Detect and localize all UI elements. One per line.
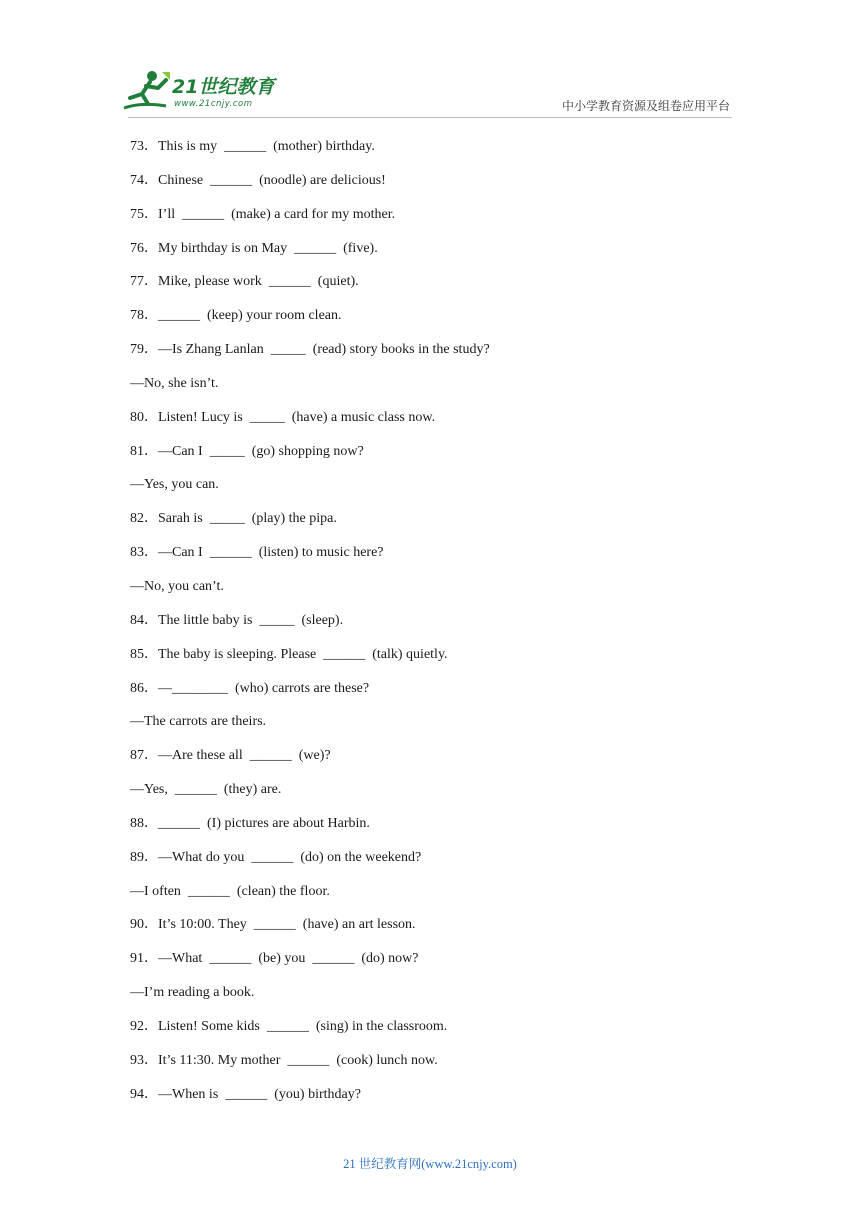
exercise-line: 94．—When is ______ (you) birthday? xyxy=(130,1086,361,1102)
exercise-line: 77．Mike, please work ______ (quiet). xyxy=(130,274,359,290)
exercise-line: 81．—Can I _____ (go) shopping now? xyxy=(130,443,364,459)
exercise-line: 86．—________ (who) carrots are these? xyxy=(130,680,370,696)
exercise-line: 87．—Are these all ______ (we)? xyxy=(130,748,331,764)
exercise-line: 83．—Can I ______ (listen) to music here? xyxy=(130,545,384,561)
exercise-line: —The carrots are theirs. xyxy=(130,714,267,730)
exercise-line: 78．______ (keep) your room clean. xyxy=(130,308,342,324)
page-header xyxy=(0,0,860,125)
exercise-list xyxy=(130,137,750,1118)
exercise-line: 93．It’s 11:30. My mother ______ (cook) lunch now. xyxy=(130,1052,438,1068)
exercise-line: 85．The baby is sleeping. Please ______ (talk) quietly. xyxy=(130,646,448,662)
exercise-line: —No, she isn’t. xyxy=(130,375,219,391)
runner-logo-icon xyxy=(122,68,172,116)
exercise-line: 80．Listen! Lucy is _____ (have) a music class now. xyxy=(130,409,436,425)
exercise-line: 90．It’s 10:00. They ______ (have) an art lesson. xyxy=(130,917,416,933)
footer-link[interactable]: 21 世纪教育网(www.21cnjy.com) xyxy=(343,1157,517,1171)
exercise-line: —Yes, ______ (they) are. xyxy=(130,782,282,798)
exercise-line: 75．I’ll ______ (make) a card for my mother. xyxy=(130,206,396,222)
exercise-line: 79．—Is Zhang Lanlan _____ (read) story books in the study? xyxy=(130,342,490,358)
logo-text: 21世纪教育 xyxy=(172,76,275,98)
exercise-line: 91．—What ______ (be) you ______ (do) now? xyxy=(130,951,419,967)
exercise-line: —I’m reading a book. xyxy=(130,985,255,1001)
exercise-line: 73．This is my ______ (mother) birthday. xyxy=(130,139,375,154)
logo xyxy=(122,68,292,116)
header-divider xyxy=(128,117,732,118)
exercise-line: —I often ______ (clean) the floor. xyxy=(130,883,330,899)
exercise-line: 84．The little baby is _____ (sleep). xyxy=(130,612,344,628)
exercise-line: 88．______ (I) pictures are about Harbin. xyxy=(130,815,370,831)
exercise-line: —Yes, you can. xyxy=(130,477,219,493)
exercise-line: 92．Listen! Some kids ______ (sing) in the classroom. xyxy=(130,1018,448,1034)
exercise-line: 82．Sarah is _____ (play) the pipa. xyxy=(130,511,337,527)
exercise-line: 74．Chinese ______ (noodle) are delicious! xyxy=(130,172,386,188)
header-platform-text: 中小学教育资源及组卷应用平台 xyxy=(561,99,730,113)
exercise-line: —No, you can’t. xyxy=(130,578,224,594)
exercise-line: 76．My birthday is on May ______ (five). xyxy=(130,240,378,256)
logo-url: www.21cnjy.com xyxy=(174,99,253,109)
exercise-line: 89．—What do you ______ (do) on the weekend? xyxy=(130,849,422,865)
